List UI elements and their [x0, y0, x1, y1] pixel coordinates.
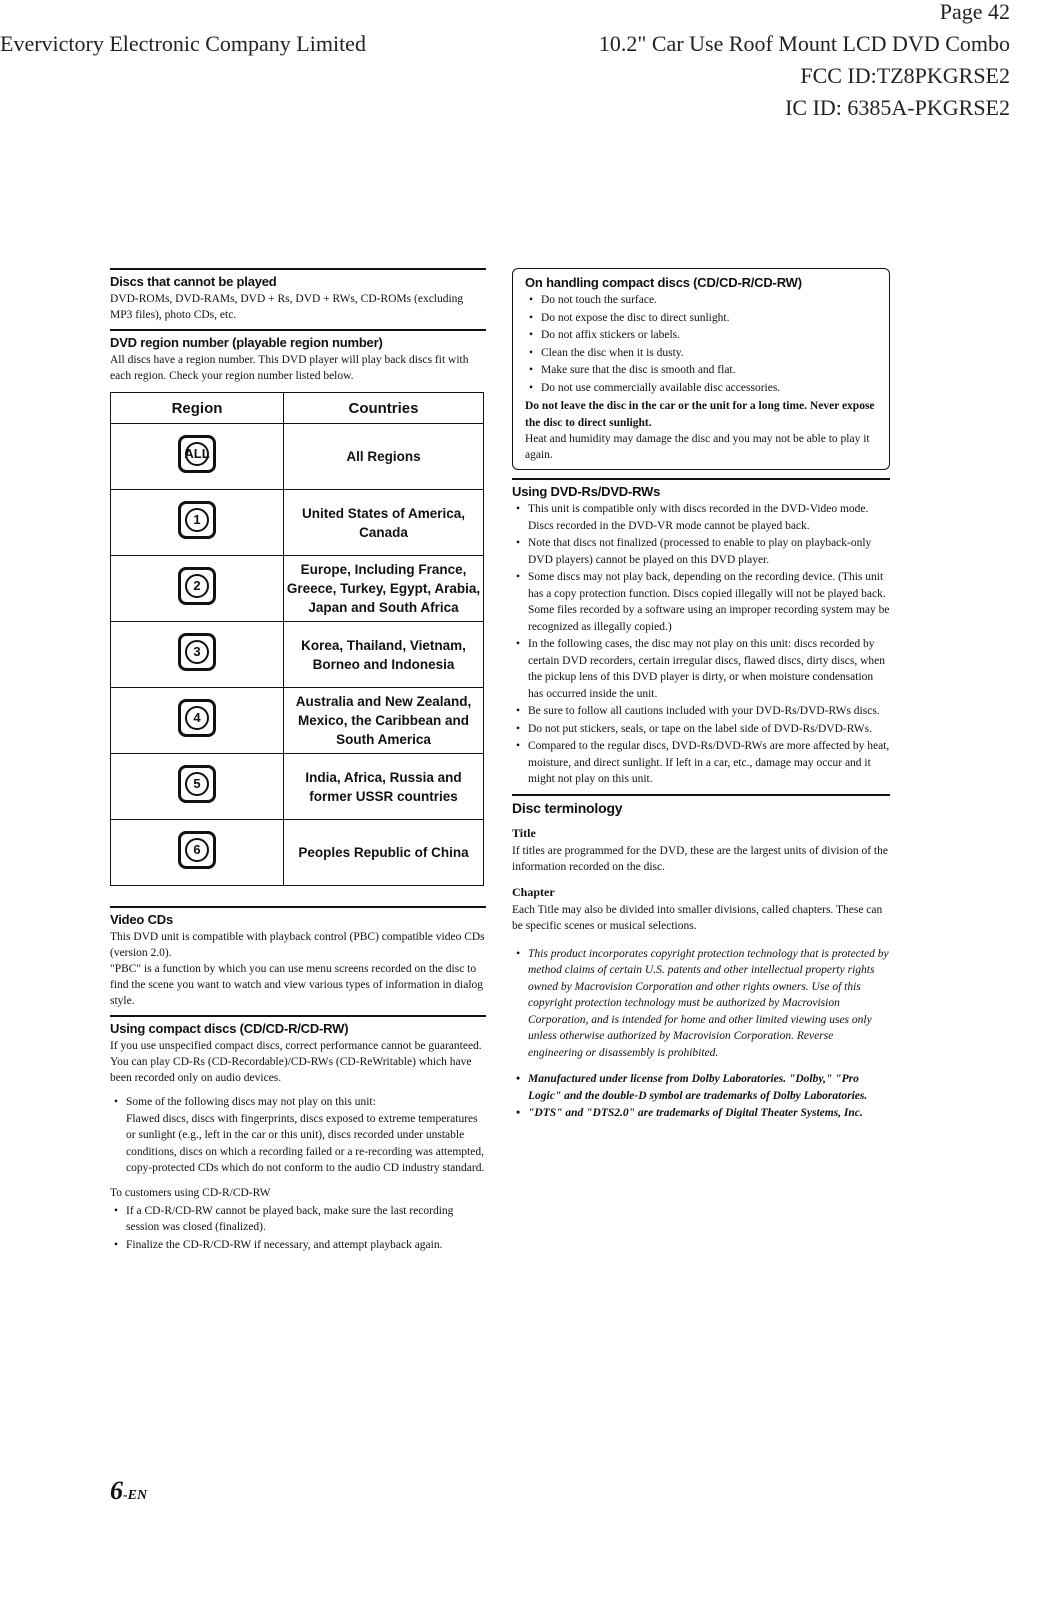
column-header-region: Region [111, 393, 284, 424]
section-title: DVD region number (playable region number) [110, 335, 383, 350]
copyright-notes [512, 946, 890, 1062]
countries-cell: United States of America, Canada [284, 490, 484, 556]
countries-cell: India, Africa, Russia and former USSR countries [284, 754, 484, 820]
section-title: Video CDs [110, 912, 173, 927]
list-item: • Finalize the CD-R/CD-RW if necessary, and attempt playback again. [110, 1237, 486, 1254]
section-text: This DVD unit is compatible with playback control (PBC) compatible video CDs (version 2.0). [110, 931, 485, 959]
section-cannot-play [110, 270, 486, 323]
countries-cell: Korea, Thailand, Vietnam, Borneo and Indonesia [284, 622, 484, 688]
region-globe-icon: 6 [178, 831, 216, 869]
countries-cell: Australia and New Zealand, Mexico, the Caribbean and South America [284, 688, 484, 754]
list-item: • Clean the disc when it is dusty. [525, 345, 879, 362]
page-number-footer: 6-EN [110, 1476, 148, 1505]
list-item: • Be sure to follow all cautions included with your DVD-Rs/DVD-RWs discs. [512, 703, 890, 720]
company-name: Evervictory Electronic Company Limited [0, 31, 366, 56]
term-text: If titles are programmed for the DVD, these are the largest units of division of the information recorded on the disc. [512, 844, 888, 873]
countries-cell: Europe, Including France, Greece, Turkey, Egypt, Arabia, Japan and South Africa [284, 556, 484, 622]
region-table [110, 392, 484, 886]
list-item: • "DTS" and "DTS2.0" are trademarks of Digital Theater Systems, Inc. [512, 1105, 890, 1122]
list-item: • In the following cases, the disc may not play on this unit: discs recorded by certain DVD recorders, certain irregular discs, flawed discs, dirty discs, when the pickup lens of this DVD player is dirty, or when moisture condensation has occurred inside the unit. [512, 636, 890, 702]
section-title: Using compact discs (CD/CD-R/CD-RW) [110, 1021, 349, 1036]
fcc-id: FCC ID:TZ8PKGRSE2 [800, 63, 1010, 88]
list-item: • Manufactured under license from Dolby Laboratories. "Dolby," "Pro Logic" and the double-D symbol are trademarks of Dolby Laboratories. [512, 1071, 890, 1104]
right-column [512, 268, 890, 1128]
list-item: • If a CD-R/CD-RW cannot be played back, make sure the last recording session was closed (finalized). [110, 1203, 486, 1236]
handling-box [512, 268, 890, 470]
bullet-list [512, 501, 890, 788]
product-title: 10.2" Car Use Roof Mount LCD DVD Combo [598, 31, 1010, 56]
list-item: • Do not touch the surface. [525, 292, 879, 309]
countries-cell: Peoples Republic of China [284, 820, 484, 886]
table-row [111, 754, 484, 820]
list-item: • Do not expose the disc to direct sunlight. [525, 310, 879, 327]
bullet-list [525, 292, 879, 396]
page-number-header: Page 42 [939, 0, 1010, 24]
list-item: • Some discs may not play back, depending on the recording device. (This unit has a copy protection function. Discs copied illegally will not be played back. Some files recorded by a software using an improper recording system may be recognized as illegally copied.) [512, 569, 890, 635]
list-item: • This product incorporates copyright protection technology that is protected by method claims of certain U.S. patents and other intellectual property rights owned by Macrovision Corporation and other rights owners. Use of this copyright protection technology must be authorized by Macrovision Corporation, and is intended for home and other limited viewing uses only unless otherwise authorized by Macrovision Corporation. Reverse engineering or disassembly is prohibited. [512, 946, 890, 1062]
region-globe-icon: 1 [178, 501, 216, 539]
table-row [111, 424, 484, 490]
term-title: Title [512, 825, 536, 840]
region-globe-icon: 3 [178, 633, 216, 671]
section-text: If you use unspecified compact discs, correct performance cannot be guaranteed. [110, 1040, 482, 1052]
countries-cell: All Regions [284, 424, 484, 490]
left-column [110, 268, 486, 1259]
section-title: Disc terminology [512, 799, 623, 816]
section-dvd-r [512, 480, 890, 788]
region-globe-icon: 5 [178, 765, 216, 803]
term-title: Chapter [512, 884, 555, 899]
list-item: • Do not affix stickers or labels. [525, 327, 879, 344]
list-item: • Do not put stickers, seals, or tape on the label side of DVD-Rs/DVD-RWs. [512, 721, 890, 738]
section-title: Discs that cannot be played [110, 274, 277, 289]
bullet-list [110, 1203, 486, 1254]
term-text: Each Title may also be divided into smaller divisions, called chapters. These can be specific scenes or musical selections. [512, 903, 883, 932]
table-row [111, 622, 484, 688]
list-item: • This unit is compatible only with discs recorded in the DVD-Video mode. Discs recorded in the DVD-VR mode cannot be played back. [512, 501, 890, 534]
list-item: • Compared to the regular discs, DVD-Rs/DVD-RWs are more affected by heat, moisture, and direct sunlight. If left in a car, etc., damage may occur and it might not play on this unit. [512, 738, 890, 788]
list-item: • Some of the following discs may not play on this unit: Flawed discs, discs with fingerprints, discs exposed to extreme temperatures or sunlight (e.g., left in the car or this unit), discs recorded under unstable conditions, discs on which a recording failed or a re-recording was attempted, copy-protected CDs which do not conform to the audio CD industry standard. [110, 1094, 486, 1177]
region-globe-icon: 2 [178, 567, 216, 605]
bullet-list [110, 1094, 486, 1177]
section-title: Using DVD-Rs/DVD-RWs [512, 484, 661, 499]
list-item: • Note that discs not finalized (processed to enable to play on playback-only DVD players) cannot be played on this DVD player. [512, 535, 890, 568]
warning-text: Do not leave the disc in the car or the unit for a long time. Never expose the disc to direct sunlight. [525, 400, 875, 429]
trademark-notes [512, 1071, 890, 1122]
table-row [111, 490, 484, 556]
section-title: On handling compact discs (CD/CD-R/CD-RW) [525, 275, 802, 290]
section-terminology [512, 796, 890, 1122]
section-using-cds [110, 1017, 486, 1253]
section-text: Heat and humidity may damage the disc and you may not be able to play it again. [525, 433, 870, 461]
list-item: • Make sure that the disc is smooth and flat. [525, 362, 879, 379]
region-globe-icon: 4 [178, 699, 216, 737]
column-header-countries: Countries [284, 393, 484, 424]
section-region [110, 331, 486, 384]
section-video-cds [110, 908, 486, 1009]
section-text: To customers using CD-R/CD-RW [110, 1186, 271, 1199]
table-row [111, 556, 484, 622]
table-row [111, 688, 484, 754]
section-text: All discs have a region number. This DVD player will play back discs fit with each region. Check your region number listed below. [110, 354, 469, 382]
section-text: "PBC" is a function by which you can use menu screens recorded on the disc to find the scene you want to watch and view various types of information in dialog style. [110, 963, 484, 1007]
section-text: You can play CD-Rs (CD-Recordable)/CD-RWs (CD-ReWritable) which have been recorded only on audio devices. [110, 1056, 472, 1084]
region-globe-icon: ALL [178, 435, 216, 473]
table-row [111, 820, 484, 886]
section-text: DVD-ROMs, DVD-RAMs, DVD + Rs, DVD + RWs, CD-ROMs (excluding MP3 files), photo CDs, etc. [110, 293, 464, 321]
list-item: • Do not use commercially available disc accessories. [525, 380, 879, 397]
ic-id: IC ID: 6385A-PKGRSE2 [785, 95, 1010, 120]
